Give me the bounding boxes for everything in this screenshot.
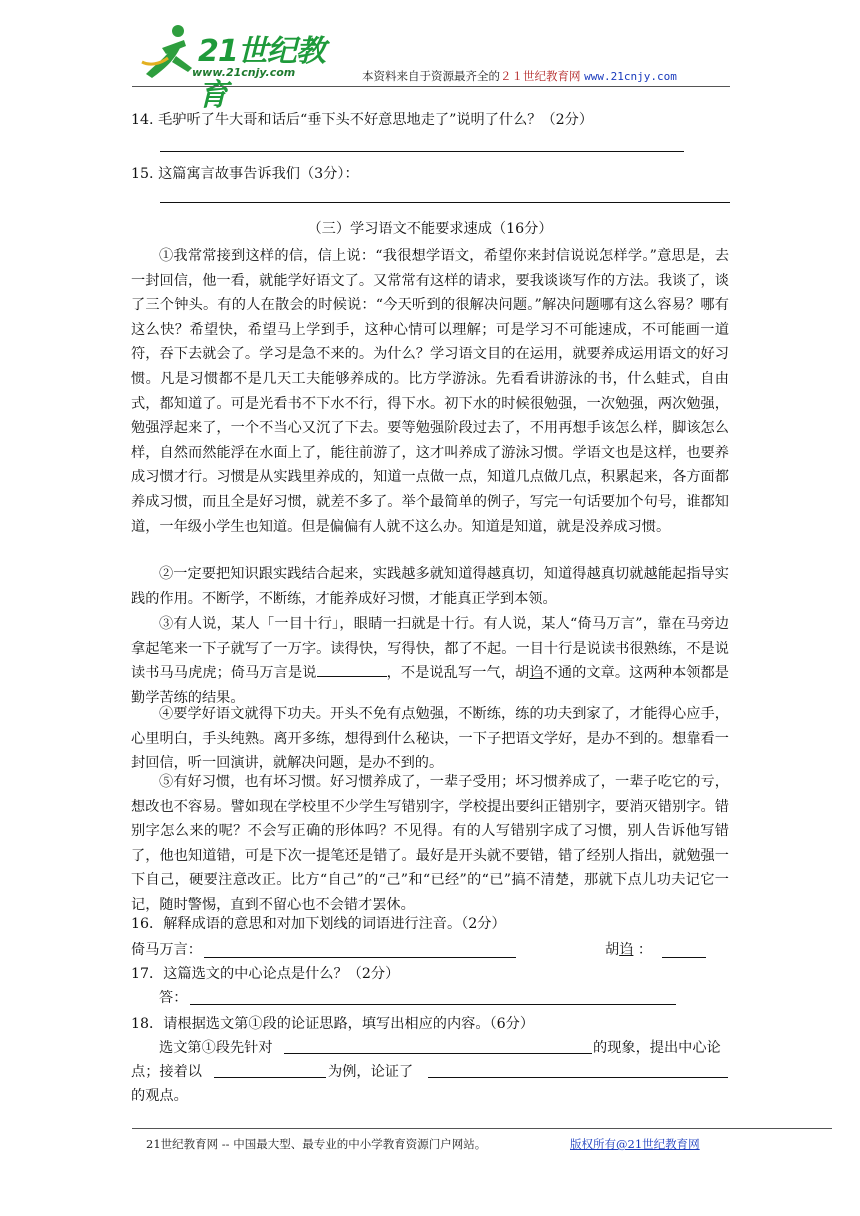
site-logo (140, 22, 340, 113)
paragraph-3 (131, 612, 729, 710)
logo-url: www.21cnjy.com (192, 66, 296, 79)
paragraph-2: ②一定要把知识跟实践结合起来，实践越多就知道得越真切，知道得越真切就越能起指导实践的作用。不断学，不断练，才能养成好习惯，才能真正学到本领。 (131, 566, 729, 607)
answer-line-16b[interactable] (662, 957, 706, 958)
paragraph-3-text-b: ，不是说乱写一气，胡 (386, 665, 530, 682)
answer-line-16a[interactable] (204, 957, 516, 958)
q16-colon: ： (633, 942, 653, 958)
q16-hu-text: 胡 (605, 942, 620, 958)
answer-line-18a[interactable] (284, 1053, 592, 1054)
q16-zhou-underlined: 诌 (619, 942, 634, 958)
footer-note: 21世纪教育网 -- 中国最大型、最专业的中小学教育资源门户网站。 (146, 1137, 487, 1151)
answer-line-15[interactable] (160, 202, 730, 203)
header-note (362, 68, 677, 84)
blank-yima-meaning[interactable] (317, 662, 387, 677)
q18-text-a: 选文第①段先针对 (159, 1040, 273, 1056)
paragraph-4: ④要学好语文就得下功夫。开头不免有点勉强，不断练，练的功夫到家了，才能得心应手，心里明白，手头纯熟。离开多练，想得到什么秘诀，一下子把语文学好，是办不到的。想靠看一封回信，听一回演讲，就解决问题，是办不到的。 (131, 706, 729, 772)
footer-copyright-link[interactable]: 版权所有@21世纪教育网 (570, 1137, 700, 1151)
question-17: 17．这篇选文的中心论点是什么？（2分） (131, 966, 400, 982)
question-15: 15. 这篇寓言故事告诉我们（3分）： (131, 166, 359, 182)
section-title: （三）学习语文不能要求速成（16分） (307, 221, 553, 237)
header-divider (132, 86, 730, 87)
q16-label-yima: 倚马万言： (131, 942, 202, 958)
header-site-link[interactable]: ２１世纪教育网 (500, 69, 581, 83)
paragraph-3-text-c: 不通的文章。这两种本领都是勤学苦练的结果。 (131, 665, 729, 706)
answer-line-18b[interactable] (214, 1077, 326, 1078)
answer-line-17[interactable] (190, 1004, 676, 1005)
running-figure-icon (140, 22, 200, 82)
question-16: 16．解释成语的意思和对加下划线的词语进行注音。（2分） (131, 916, 506, 932)
question-14: 14. 毛驴听了牛大哥和话后“垂下头不好意思地走了”说明了什么？（2分） (131, 112, 594, 128)
header-note-text: 本资料来自于资源最齐全的 (362, 69, 500, 83)
paragraph-3-text-a: ③有人说，某人「一目十行」，眼睛一扫就是十行。有人说，某人“倚马万言”，靠在马旁边拿起笔来一下子就写了一万字。读得快，写得快，都了不起。一目十行是说读书很熟练，不是说读书马马虎虎；倚马万言是说 (131, 616, 729, 682)
footer-divider (132, 1128, 832, 1129)
paragraph-5: ⑤有好习惯，也有坏习惯。好习惯养成了，一辈子受用；坏习惯养成了，一辈子吃它的亏，想改也不容易。譬如现在学校里不少学生写错别字，学校提出要纠正错别字，要消灭错别字。错别字怎么来的呢？不会写正确的形体吗？不见得。有的人写错别字成了习惯，别人告诉他写错了，他也知道错，可是下次一提笔还是错了。最好是开头就不要错，错了经别人指出，就勉强一下自己，硬要注意改正。比方“自己”的“己”和“已经”的“已”搞不清楚，那就下点儿功夫记它一记，随时警惕，直到不留心也不会错才罢休。 (131, 774, 729, 913)
answer-line-18c[interactable] (428, 1077, 728, 1078)
q18-text-d: 为例，论证了 (328, 1064, 414, 1080)
q17-answer-label: 答： (159, 990, 188, 1006)
question-18: 18．请根据选文第①段的论证思路，填写出相应的内容。（6分） (131, 1016, 535, 1032)
underlined-word-zhou: 诌 (529, 665, 544, 682)
paragraph-1: ①我常常接到这样的信，信上说：“我很想学语文，希望你来封信说说怎样学。”意思是，去一封回信，他一看，就能学好语文了。又常常有这样的请求，要我谈谈写作的方法。我谈了，谈了三个钟头。有的人在散会的时候说：“今天听到的很解决问题。”解决问题哪有这么容易？哪有这么快？希望快，希望马上学到手，这种心情可以理解；可是学习不可能速成，不可能画一道符，吞下去就会了。学习是急不来的。为什么？学习语文目的在运用，就要养成运用语文的好习惯。凡是习惯都不是几天工夫能够养成的。比方学游泳。先看看讲游泳的书，什么蛙式，自由式，都知道了。可是光看书不下水不行，得下水。初下水的时候很勉强，一次勉强，两次勉强，勉强浮起来了，一个不当心又沉了下去。要等勉强阶段过去了，不用再想手该怎么样，脚该怎么样，自然而然能浮在水面上了，能往前游了，这才叫养成了游泳习惯。学语文也是这样，也要养成习惯才行。习惯是从实践里养成的，知道一点做一点，知道几点做几点，积累起来，各方面都养成习惯，而且全是好习惯，就差不多了。举个最简单的例子，写完一句话要加个句号，谁都知道，一年级小学生也知道。但是偏偏有人就不这么办。知道是知道，就是没养成习惯。 (131, 248, 729, 535)
logo-wordmark: 21世纪教育 (198, 34, 325, 113)
q16-label-huzhou (605, 938, 652, 962)
q18-text-e: 的观点。 (131, 1088, 188, 1104)
answer-line-14[interactable] (160, 151, 684, 152)
q18-text-c: 点；接着以 (131, 1064, 202, 1080)
header-url-link[interactable]: www.21cnjy.com (584, 70, 677, 83)
q18-text-b: 的现象，提出中心论 (593, 1040, 721, 1056)
